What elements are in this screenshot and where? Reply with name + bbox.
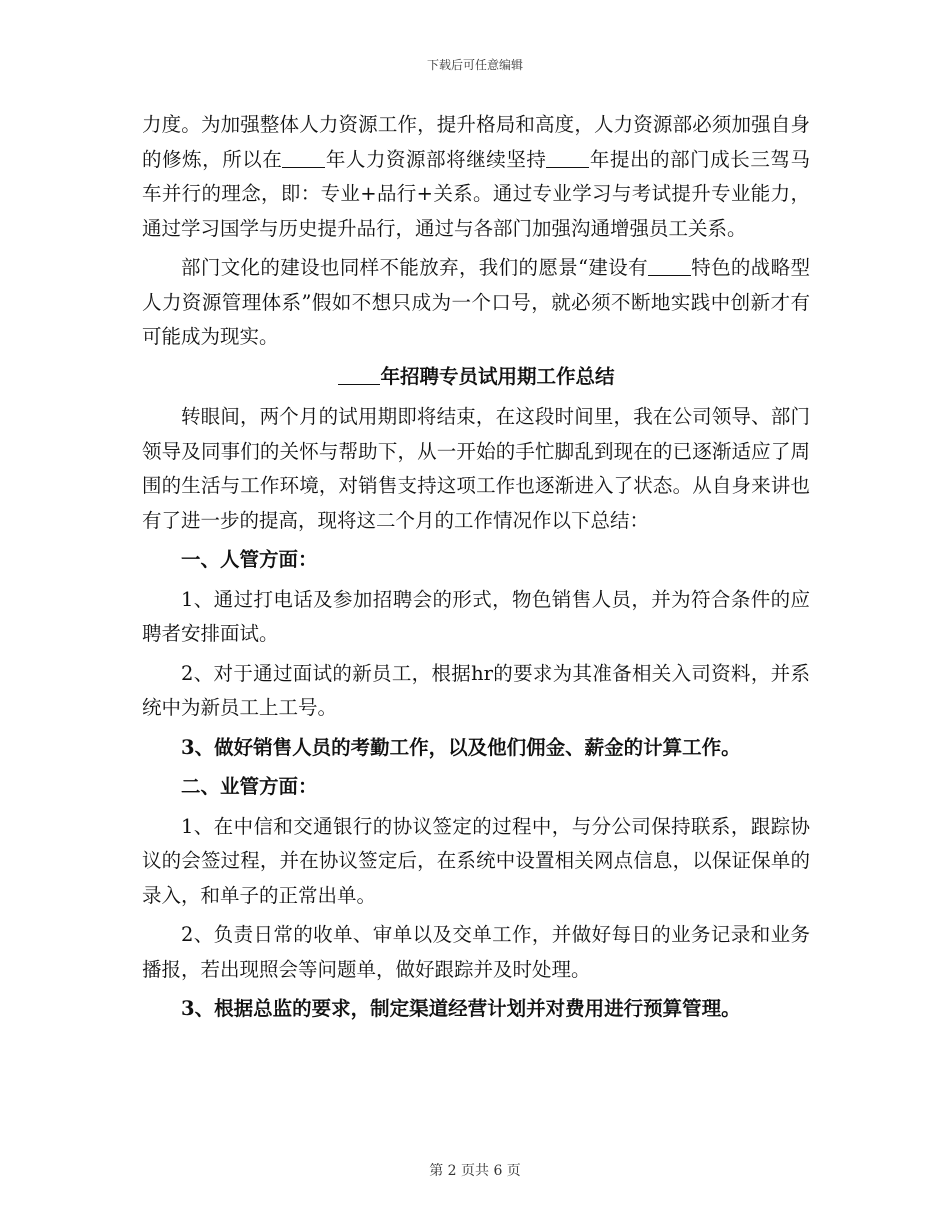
document-body: [142, 108, 810, 1032]
paragraph-2: 部门文化的建设也同样不能放弃，我们的愿景“建设有 特色的战略型人力资源管理体系”假如不想只成为一个口号，就必须不断地实践中创新才有可能成为现实。: [142, 256, 810, 348]
blank-underline: [648, 256, 691, 277]
blank-underline: [282, 147, 325, 168]
page-header: 下载后可任意编辑: [426, 58, 523, 72]
paragraph-4: 1、通过打电话及参加招聘会的形式，物色销售人员，并为符合条件的应聘者安排面试。: [142, 587, 810, 645]
paragraph-9: 3、根据总监的要求，制定渠道经营计划并对费用进行预算管理。: [181, 997, 741, 1020]
paragraph-5: 2、对于通过面试的新员工，根据hr的要求为其准备相关入司资料，并系统中为新员工上工号。: [142, 661, 810, 719]
section-title: 年招聘专员试用期工作总结: [142, 360, 810, 395]
blank-underline: [546, 147, 589, 168]
paragraph-8: 2、负责日常的收单、审单以及交单工作，并做好每日的业务记录和业务播报，若出现照会等问题单，做好跟踪并及时处理。: [142, 923, 810, 981]
heading-personnel: 一、人管方面：: [181, 548, 318, 571]
paragraph-3: 转眼间，两个月的试用期即将结束，在这段时间里，我在公司领导、部门领导及同事们的关怀与帮助下，从一开始的手忙脚乱到现在的已逐渐适应了周围的生活与工作环境，对销售支持这项工作也逐渐进入了状态。从自身来讲也有了进一步的提高，现将这二个月的工作情况作以下总结：: [142, 405, 810, 532]
blank-underline: [338, 364, 381, 385]
heading-business: 二、业管方面：: [181, 775, 318, 798]
paragraph-6: 3、做好销售人员的考勤工作，以及他们佣金、薪金的计算工作。: [181, 735, 741, 759]
paragraph-1: 力度。为加强整体人力资源工作，提升格局和高度，人力资源部必须加强自身的修炼，所以在 年人力资源部将继续坚持 年提出的部门成长三驾马车并行的理念，即：专业+品行+关系。通过专业学习与考试提升专业能力，通过学习国学与历史提升品行，通过与各部门加强沟通增强员工关系。: [142, 113, 810, 240]
page-footer: 第 2 页共 6 页: [429, 1163, 521, 1179]
paragraph-7: 1、在中信和交通银行的协议签定的过程中，与分公司保持联系，跟踪协议的会签过程，并在协议签定后，在系统中设置相关网点信息，以保证保单的录入，和单子的正常出单。: [142, 814, 810, 907]
